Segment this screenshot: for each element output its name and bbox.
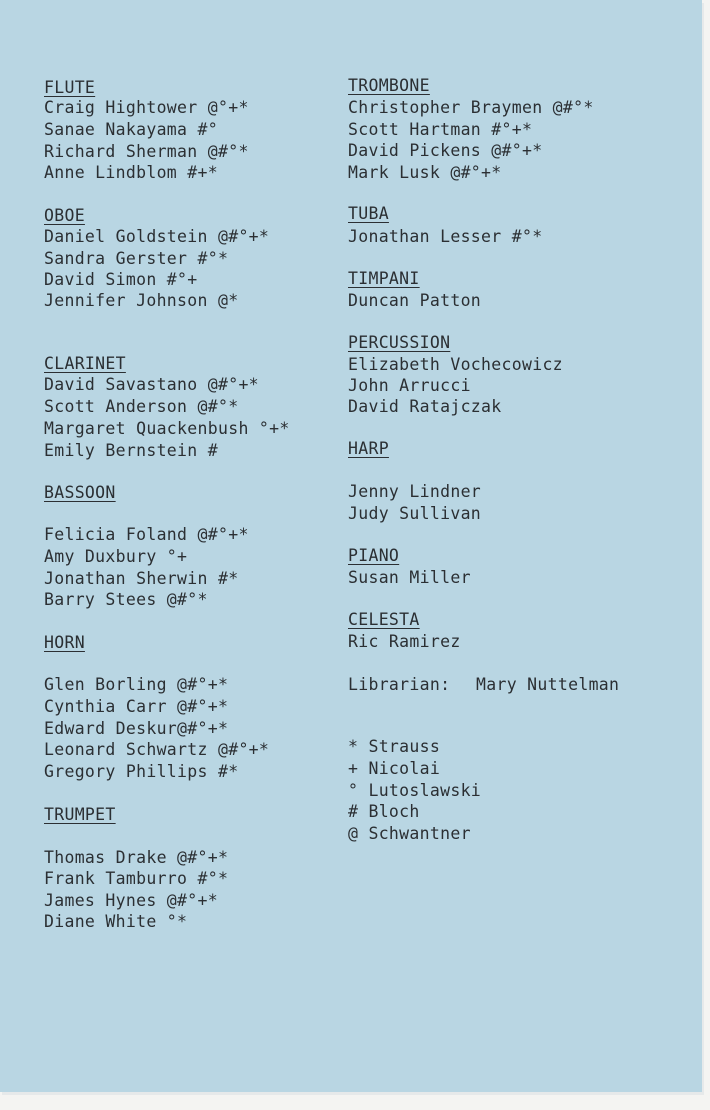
member-name: Craig Hightower @°+* bbox=[44, 98, 249, 117]
member-name: Susan Miller bbox=[348, 568, 471, 587]
member-name: Scott Anderson @#°* bbox=[44, 397, 239, 416]
section-heading-oboe: OBOE bbox=[44, 206, 85, 225]
legend-item: # Bloch bbox=[348, 802, 420, 821]
member-name: Amy Duxbury °+ bbox=[44, 547, 188, 566]
member-name: Cynthia Carr @#°+* bbox=[44, 697, 229, 716]
section-heading-horn: HORN bbox=[44, 633, 85, 652]
member-name: David Ratajczak bbox=[348, 397, 502, 416]
member-name: Christopher Braymen @#°* bbox=[348, 98, 594, 117]
section-heading-timpani: TIMPANI bbox=[348, 269, 420, 288]
member-name: David Pickens @#°+* bbox=[348, 141, 543, 160]
member-name: Felicia Foland @#°+* bbox=[44, 525, 249, 544]
section-heading-trombone: TROMBONE bbox=[348, 76, 430, 95]
member-name: Sandra Gerster #°* bbox=[44, 249, 229, 268]
member-name: Leonard Schwartz @#°+* bbox=[44, 740, 270, 759]
member-name: Sanae Nakayama #° bbox=[44, 120, 218, 139]
member-name: Edward Deskur@#°+* bbox=[44, 719, 229, 738]
legend-item: * Strauss bbox=[348, 737, 441, 756]
member-name: Diane White °* bbox=[44, 912, 188, 931]
member-name: Elizabeth Vochecowicz bbox=[348, 355, 563, 374]
member-name: Thomas Drake @#°+* bbox=[44, 848, 229, 867]
member-name: Mark Lusk @#°+* bbox=[348, 163, 502, 182]
member-name: David Simon #°+ bbox=[44, 270, 198, 289]
member-name: Barry Stees @#°* bbox=[44, 590, 208, 609]
member-name: Frank Tamburro #°* bbox=[44, 869, 229, 888]
section-heading-percussion: PERCUSSION bbox=[348, 333, 451, 352]
member-name: Daniel Goldstein @#°+* bbox=[44, 227, 270, 246]
section-heading-bassoon: BASSOON bbox=[44, 483, 116, 502]
section-heading-celesta: CELESTA bbox=[348, 610, 420, 629]
member-name: Richard Sherman @#°* bbox=[44, 142, 249, 161]
member-name: Jennifer Johnson @* bbox=[44, 291, 239, 310]
section-heading-clarinet: CLARINET bbox=[44, 354, 126, 373]
member-name: Judy Sullivan bbox=[348, 504, 482, 523]
member-name: Gregory Phillips #* bbox=[44, 762, 239, 781]
member-name: Jonathan Sherwin #* bbox=[44, 569, 239, 588]
librarian-label: Librarian: bbox=[348, 675, 451, 694]
member-name: Jenny Lindner bbox=[348, 482, 482, 501]
librarian-name: Mary Nuttelman bbox=[476, 675, 620, 694]
member-name: Duncan Patton bbox=[348, 291, 482, 310]
section-heading-flute: FLUTE bbox=[44, 78, 96, 97]
section-heading-tuba: TUBA bbox=[348, 204, 389, 223]
section-heading-trumpet: TRUMPET bbox=[44, 805, 116, 824]
member-name: Anne Lindblom #+* bbox=[44, 163, 218, 182]
section-heading-piano: PIANO bbox=[348, 546, 400, 565]
member-name: Ric Ramirez bbox=[348, 632, 461, 651]
member-name: James Hynes @#°+* bbox=[44, 891, 218, 910]
legend-item: + Nicolai bbox=[348, 759, 441, 778]
legend-item: ° Lutoslawski bbox=[348, 781, 482, 800]
member-name: Scott Hartman #°+* bbox=[348, 120, 533, 139]
member-name: Emily Bernstein # bbox=[44, 441, 218, 460]
member-name: Glen Borling @#°+* bbox=[44, 675, 229, 694]
member-name: Margaret Quackenbush °+* bbox=[44, 419, 290, 438]
member-name: David Savastano @#°+* bbox=[44, 375, 259, 394]
section-heading-harp: HARP bbox=[348, 439, 389, 458]
member-name: John Arrucci bbox=[348, 376, 471, 395]
legend-item: @ Schwantner bbox=[348, 824, 471, 843]
member-name: Jonathan Lesser #°* bbox=[348, 227, 543, 246]
